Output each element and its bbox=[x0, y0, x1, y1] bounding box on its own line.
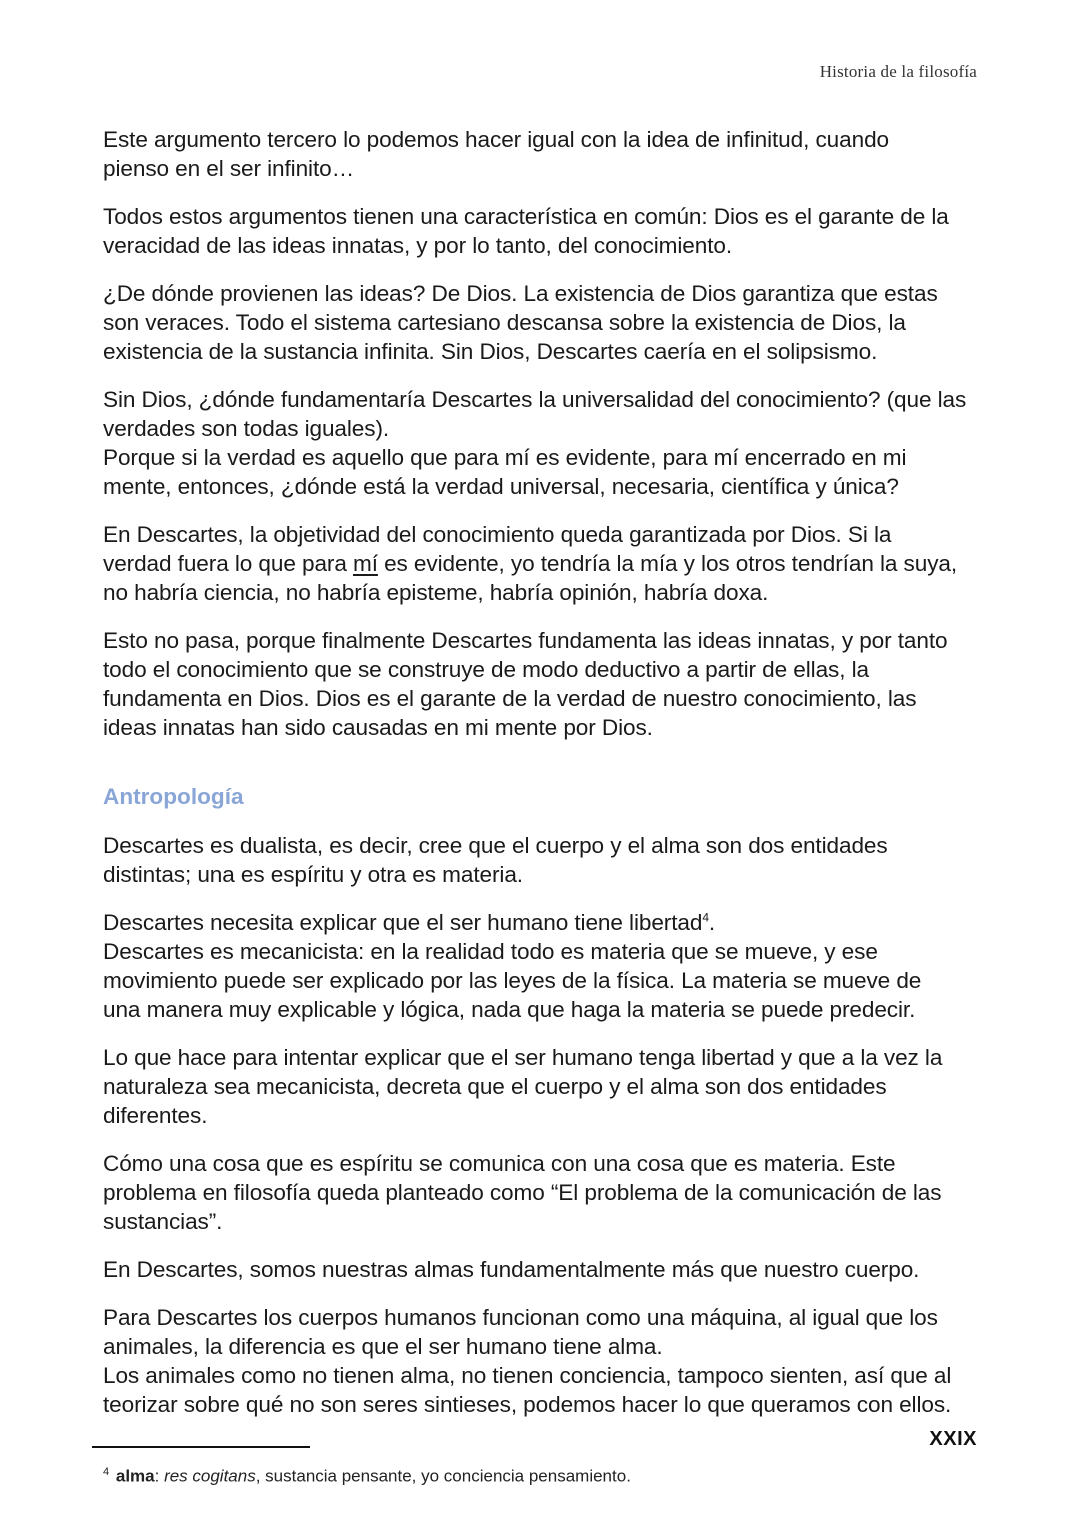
text-line: mente, entonces, ¿dónde está la verdad universal, necesaria, científica y única? bbox=[103, 474, 899, 499]
text-line: naturaleza sea mecanicista, decreta que el cuerpo y el alma son dos entidades bbox=[103, 1074, 887, 1099]
footnote-term: alma bbox=[115, 1466, 155, 1486]
text-line bbox=[103, 908, 983, 937]
footnote-divider bbox=[92, 1446, 310, 1448]
text-line bbox=[103, 549, 983, 578]
paragraph-machine-bodies bbox=[103, 1303, 983, 1419]
text-line: Todos estos argumentos tienen una característica en común: Dios es el garante de la bbox=[103, 204, 949, 229]
text-line: teorizar sobre qué no son seres sintieses, podemos hacer lo que queramos con ellos. bbox=[103, 1392, 952, 1417]
text-line: Para Descartes los cuerpos humanos funcionan como una máquina, al igual que los bbox=[103, 1305, 938, 1330]
page-number: XXIX bbox=[929, 1428, 977, 1450]
text-line: pienso en el ser infinito… bbox=[103, 156, 355, 181]
text-segment: Descartes necesita explicar que el ser humano tiene libertad bbox=[103, 910, 703, 935]
text-line: verdades son todas iguales). bbox=[103, 416, 390, 441]
paragraph-origin-of-ideas bbox=[103, 279, 983, 366]
footnote bbox=[103, 1466, 631, 1487]
paragraph-universality bbox=[103, 385, 983, 501]
text-line: distintas; una es espíritu y otra es materia. bbox=[103, 862, 523, 887]
text-line: no habría ciencia, no habría episteme, habría opinión, habría doxa. bbox=[103, 580, 769, 605]
paragraph-communication-problem bbox=[103, 1149, 983, 1236]
paragraph-dualist bbox=[103, 831, 983, 889]
text-segment: verdad fuera lo que para bbox=[103, 551, 353, 576]
text-line: En Descartes, la objetividad del conocimiento queda garantizada por Dios. Si la bbox=[103, 522, 892, 547]
text-line: ¿De dónde provienen las ideas? De Dios. La existencia de Dios garantiza que estas bbox=[103, 281, 938, 306]
paragraph-god-guarantor bbox=[103, 202, 983, 260]
text-line: diferentes. bbox=[103, 1103, 208, 1128]
text-line: una manera muy explicable y lógica, nada que haga la materia se puede predecir. bbox=[103, 997, 916, 1022]
text-line: Los animales como no tienen alma, no tienen conciencia, tampoco sienten, así que al bbox=[103, 1363, 952, 1388]
text-line: Porque si la verdad es aquello que para mí es evidente, para mí encerrado en mi bbox=[103, 445, 907, 470]
paragraph-freedom-mechanism bbox=[103, 908, 983, 1024]
paragraph-innate-ideas bbox=[103, 626, 983, 742]
text-line: Esto no pasa, porque finalmente Descartes fundamenta las ideas innatas, y por tanto bbox=[103, 628, 948, 653]
paragraph-infinity bbox=[103, 125, 983, 183]
text-line: Descartes es dualista, es decir, cree que el cuerpo y el alma son dos entidades bbox=[103, 833, 888, 858]
text-line: existencia de la sustancia infinita. Sin Dios, Descartes caería en el solipsismo. bbox=[103, 339, 878, 364]
text-line: En Descartes, somos nuestras almas fundamentalmente más que nuestro cuerpo. bbox=[103, 1257, 920, 1282]
paragraph-objectivity bbox=[103, 520, 983, 607]
text-line: fundamenta en Dios. Dios es el garante de la verdad de nuestro conocimiento, las bbox=[103, 686, 917, 711]
footnote-number: 4 bbox=[103, 1466, 110, 1478]
page-body bbox=[103, 125, 983, 1438]
section-heading-anthropology: Antropología bbox=[103, 784, 244, 809]
footnote-text: , sustancia pensante, yo conciencia pensamiento. bbox=[255, 1466, 631, 1486]
text-line: ideas innatas han sido causadas en mi mente por Dios. bbox=[103, 715, 653, 740]
text-line: sustancias”. bbox=[103, 1209, 223, 1234]
text-line: Lo que hace para intentar explicar que el ser humano tenga libertad y que a la vez la bbox=[103, 1045, 943, 1070]
footnote-colon: : bbox=[154, 1466, 165, 1486]
text-line: Cómo una cosa que es espíritu se comunica con una cosa que es materia. Este bbox=[103, 1151, 896, 1176]
text-segment: es evidente, yo tendría la mía y los otros tendrían la suya, bbox=[377, 551, 958, 576]
underlined-word: mí bbox=[352, 551, 378, 576]
running-header-title: Historia de la filosofía bbox=[819, 62, 977, 81]
text-line: problema en filosofía queda planteado como “El problema de la comunicación de las bbox=[103, 1180, 942, 1205]
text-line: Descartes es mecanicista: en la realidad todo es materia que se mueve, y ese bbox=[103, 939, 878, 964]
text-segment: . bbox=[708, 910, 716, 935]
text-line: movimiento puede ser explicado por las leyes de la física. La materia se mueve de bbox=[103, 968, 922, 993]
footnote-latin-term: res cogitans bbox=[164, 1466, 256, 1486]
text-line: Este argumento tercero lo podemos hacer igual con la idea de infinitud, cuando bbox=[103, 127, 889, 152]
text-line: veracidad de las ideas innatas, y por lo tanto, del conocimiento. bbox=[103, 233, 733, 258]
footnote-reference[interactable]: 4 bbox=[702, 910, 709, 925]
paragraph-souls bbox=[103, 1255, 983, 1284]
text-line: animales, la diferencia es que el ser humano tiene alma. bbox=[103, 1334, 663, 1359]
paragraph-body-soul-decree bbox=[103, 1043, 983, 1130]
text-line: son veraces. Todo el sistema cartesiano descansa sobre la existencia de Dios, la bbox=[103, 310, 906, 335]
text-line: todo el conocimiento que se construye de modo deductivo a partir de ellas, la bbox=[103, 657, 869, 682]
text-line: Sin Dios, ¿dónde fundamentaría Descartes la universalidad del conocimiento? (que las bbox=[103, 387, 967, 412]
